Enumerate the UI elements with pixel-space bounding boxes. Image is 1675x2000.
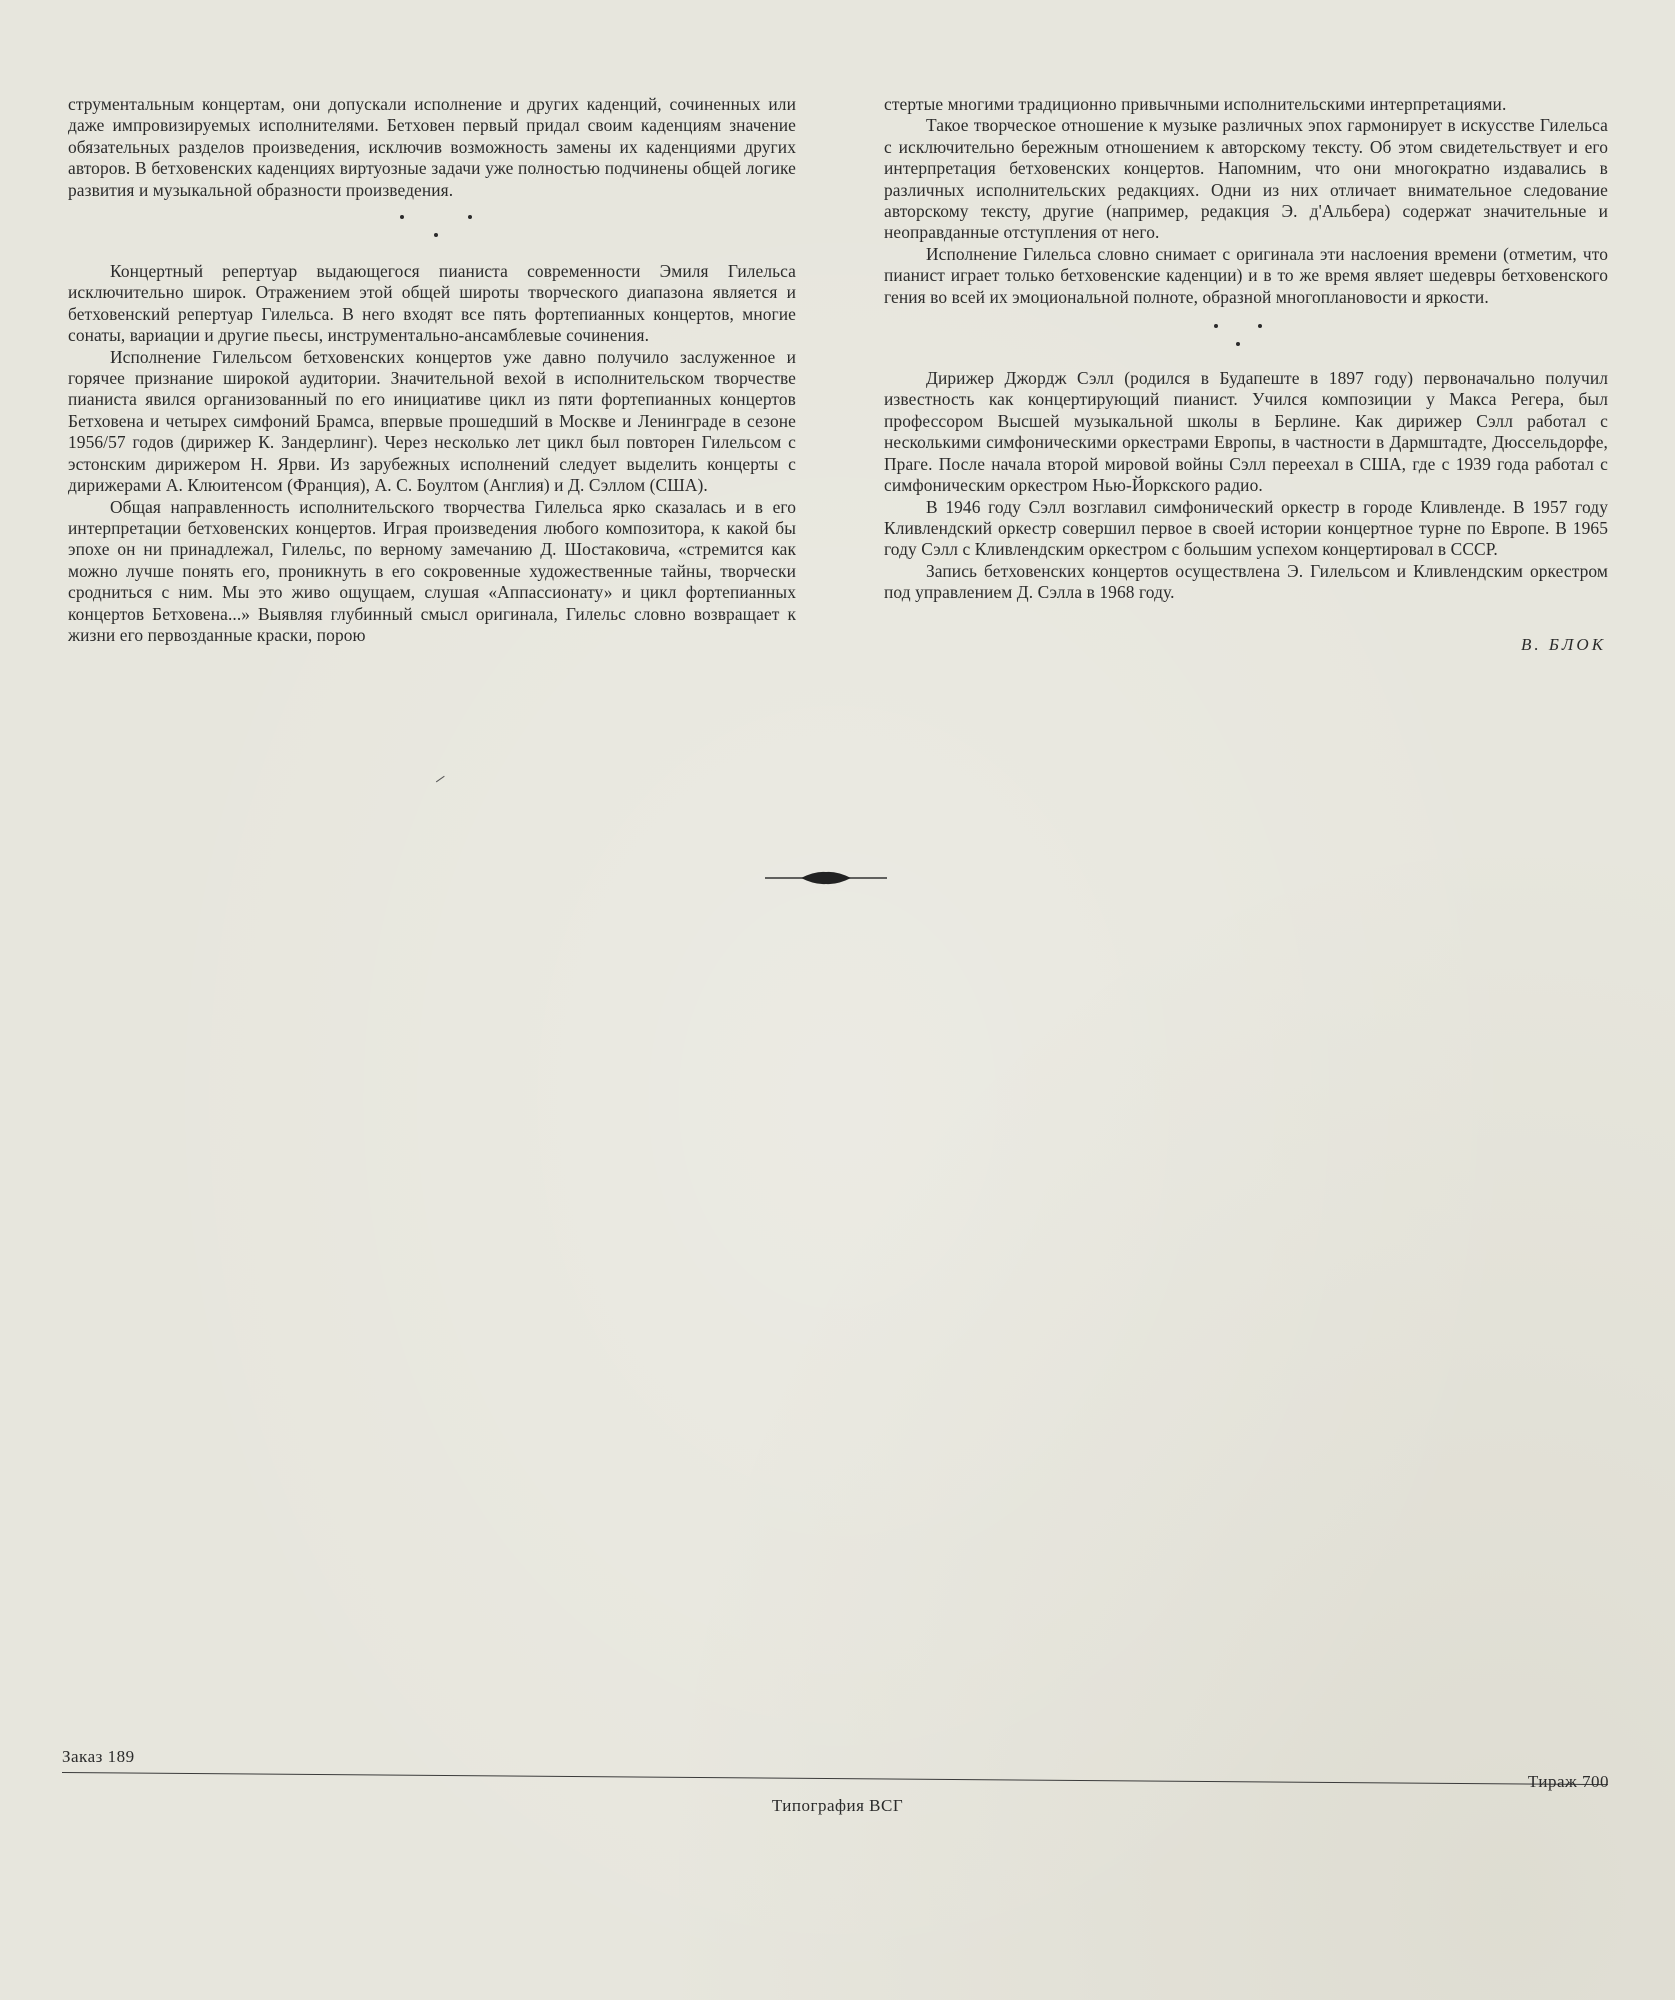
separator-dot [1236, 342, 1240, 346]
separator-dot [1214, 324, 1218, 328]
paragraph: Концертный репертуар выдающегося пианиста современности Эмиля Гилельса исключительно широк. Отражением этой общей широты творческого диапазона является и бетховенский репертуар Гилельса. В него входят все пять фортепианных концертов, многие сонаты, вариации и другие пьесы, инструментально-ансамблевые сочинения. [68, 261, 796, 346]
paragraph: струментальным концертам, они допускали исполнение и других каденций, сочиненных или даже импровизируемых исполнителями. Бетховен первый придал своим каденциям значение обязательных разделов произведения, исключив возможность замены их каденциями других авторов. В бетховенских каденциях виртуозные задачи уже полностью подчинены общей логике развития и музыкальной образности произведения. [68, 94, 796, 200]
paragraph: стертые многими традиционно привычными исполнительскими интерпретациями. [884, 94, 1507, 114]
right-column [884, 94, 1608, 655]
ornament-divider-icon [765, 866, 887, 890]
paragraph: Дирижер Джордж Сэлл (родился в Будапеште в 1897 году) первоначально получил известность как концертирующий пианист. Учился композиции у Макса Регера, был профессором Высшей музыкальной школы в Берлине. Как дирижер Сэлл работал с несколькими симфоническими оркестрами Европы, в частности в Дармштадте, Дюссельдорфе, Праге. После начала второй мировой войны Сэлл переехал в США, где с 1939 года работал с симфоническим оркестром Нью-Йоркского радио. [884, 368, 1608, 496]
paragraph: Общая направленность исполнительского творчества Гилельса ярко сказалась и в его интерпретации бетховенских концертов. Играя произведения любого композитора, к какой бы эпохе он ни принадлежал, Гилельс, по верному замечанию Д. Шостаковича, «стремится как можно лучше понять его, проникнуть в его сокровенные художественные тайны, творчески сродниться с ним. Мы это живо ощущаем, слушая «Аппассионату» и цикл фортепианных концертов Бетховена...» Выявляя глубинный смысл оригинала, Гилельс словно возвращает к жизни его первозданные краски, порою [68, 496, 796, 645]
section-separator [884, 308, 1608, 368]
separator-dot [1258, 324, 1262, 328]
separator-dot [434, 233, 438, 237]
paragraph: Исполнение Гилельсом бетховенских концертов уже давно получило заслуженное и горячее признание широкой аудитории. Значительной вехой в исполнительском творчестве пианиста явился организованный по его инициативе цикл из пяти фортепианных концертов Бетховена и четырех симфоний Брамса, впервые прошедший в Москве и Ленинграде в сезоне 1956/57 годов (дирижер К. Зандерлинг). Через несколько лет цикл был повторен Гилельсом с эстонским дирижером Н. Ярви. Из зарубежных исполнений следует выделить концерты с дирижерами А. Клюитенсом (Франция), А. С. Боултом (Англия) и Д. Сэллом (США). [68, 346, 796, 496]
order-number: Заказ 189 [62, 1747, 135, 1766]
footer-rule [62, 1772, 1608, 1785]
paragraph: В 1946 году Сэлл возглавил симфонический оркестр в городе Кливленде. В 1957 году Кливлендский оркестр совершил первое в своей истории концертное турне по Европе. В 1965 году Сэлл с Кливлендским оркестром с большим успехом концертировал в СССР. [884, 496, 1608, 560]
stray-mark [436, 776, 448, 787]
separator-dot [468, 215, 472, 219]
paragraph: Запись бетховенских концертов осуществлена Э. Гилельсом и Кливлендским оркестром под управлением Д. Сэлла в 1968 году. [884, 560, 1608, 603]
left-column [68, 94, 796, 646]
circulation: Тираж 700 [1527, 1772, 1609, 1791]
paragraph: Исполнение Гилельса словно снимает с оригинала эти наслоения времени (отметим, что пианист играет только бетховенские каденции) и в то же время являет шедевры бетховенского гения во всей их эмоциональной полноте, образной многоплановости и яркости. [884, 243, 1608, 307]
section-separator [68, 201, 796, 261]
paragraph: Такое творческое отношение к музыке различных эпох гармонирует в искусстве Гилельса с исключительно бережным отношением к авторскому тексту. Об этом свидетельствует и его интерпретация бетховенских концертов. Напомним, что они многократно издавались в различных исполнительских редакциях. Одни из них отличает внимательное следование авторскому тексту, другие (например, редакция Э. д'Альбера) содержат значительные и неоправданные отступления от него. [884, 115, 1608, 243]
author-signature: В. БЛОК [1521, 634, 1606, 654]
separator-dot [400, 215, 404, 219]
printer-name: Типография ВСГ [771, 1796, 904, 1815]
